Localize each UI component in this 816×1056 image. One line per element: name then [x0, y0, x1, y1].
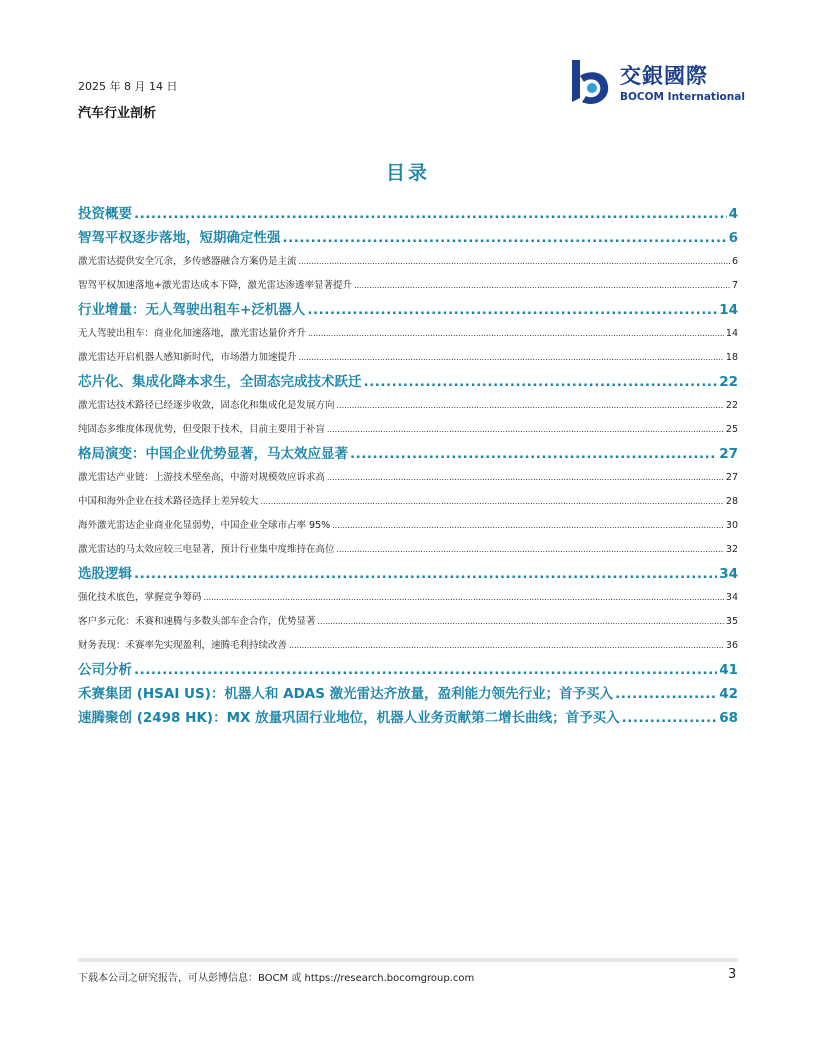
page-number: 3 — [728, 967, 737, 982]
toc-section-entry[interactable] — [78, 634, 738, 658]
toc-section-entry[interactable] — [78, 586, 738, 610]
bocom-logo-icon — [568, 58, 616, 108]
toc-entry-page: 14 — [719, 302, 738, 318]
toc-dot-leader — [354, 274, 730, 298]
toc-section-entry[interactable] — [78, 394, 738, 418]
toc-entry-title: 激光雷达的马太效应较三电显著，预计行业集中度维持在高位 — [78, 544, 335, 555]
toc-entry-page: 14 — [725, 328, 738, 339]
toc-entry-title: 公司分析 — [78, 662, 132, 678]
toc-dot-leader — [615, 682, 717, 706]
table-of-contents — [78, 202, 738, 730]
toc-title: 目录 — [385, 162, 430, 184]
toc-entry-page: 42 — [719, 686, 738, 702]
toc-entry-page: 30 — [725, 520, 738, 531]
toc-chapter-entry[interactable] — [78, 682, 738, 706]
bocom-logo — [568, 58, 743, 108]
toc-dot-leader — [364, 370, 718, 394]
toc-dot-leader — [134, 202, 727, 226]
toc-dot-leader — [350, 442, 717, 466]
toc-dot-leader — [307, 298, 717, 322]
toc-entry-page: 4 — [728, 206, 738, 222]
toc-entry-page: 27 — [725, 472, 738, 483]
toc-entry-title: 芯片化、集成化降本求生，全固态完成技术跃迁 — [78, 374, 362, 390]
toc-chapter-entry[interactable] — [78, 298, 738, 322]
toc-section-entry[interactable] — [78, 274, 738, 298]
toc-section-entry[interactable] — [78, 514, 738, 538]
toc-dot-leader — [261, 490, 724, 514]
toc-entry-title: 投资概要 — [78, 206, 132, 222]
toc-entry-title: 财务表现：禾赛率先实现盈利，速腾毛利持续改善 — [78, 640, 288, 651]
toc-entry-title: 中国和海外企业在技术路径选择上差异较大 — [78, 496, 259, 507]
toc-entry-title: 激光雷达技术路径已经逐步收敛，固态化和集成化是发展方向 — [78, 400, 335, 411]
toc-dot-leader — [318, 610, 724, 634]
toc-entry-title: 格局演变：中国企业优势显著，马太效应显著 — [78, 446, 348, 462]
toc-section-entry[interactable] — [78, 538, 738, 562]
toc-entry-page: 28 — [725, 496, 738, 507]
toc-dot-leader — [299, 346, 724, 370]
toc-entry-title: 激光雷达提供安全冗余，多传感器融合方案仍是主流 — [78, 256, 297, 267]
toc-section-entry[interactable] — [78, 346, 738, 370]
toc-entry-page: 25 — [725, 424, 738, 435]
toc-entry-page: 41 — [719, 662, 738, 678]
toc-section-entry[interactable] — [78, 250, 738, 274]
toc-section-entry[interactable] — [78, 466, 738, 490]
toc-dot-leader — [337, 394, 724, 418]
toc-entry-page: 35 — [725, 616, 738, 627]
toc-entry-title: 纯固态多维度体现优势，但受限于技术，目前主要用于补盲 — [78, 424, 326, 435]
toc-dot-leader — [299, 250, 730, 274]
toc-entry-page: 32 — [725, 544, 738, 555]
footer-download-note: 下载本公司之研究报告，可从彭博信息：BOCM 或 https://research.bocomgroup.com — [78, 973, 475, 984]
toc-chapter-entry[interactable] — [78, 370, 738, 394]
toc-chapter-entry[interactable] — [78, 658, 738, 682]
footer-divider — [78, 958, 738, 962]
toc-entry-page: 7 — [731, 280, 738, 291]
toc-dot-leader — [283, 226, 727, 250]
toc-chapter-entry[interactable] — [78, 562, 738, 586]
toc-dot-leader — [134, 658, 717, 682]
toc-entry-page: 68 — [719, 710, 738, 726]
report-date: 2025 年 8 月 14 日 — [78, 80, 178, 93]
logo-english-text: BOCOM International — [620, 91, 745, 103]
toc-entry-page: 6 — [731, 256, 738, 267]
toc-chapter-entry[interactable] — [78, 226, 738, 250]
toc-dot-leader — [337, 538, 724, 562]
toc-entry-title: 客户多元化：禾赛和速腾与多数头部车企合作，优势显著 — [78, 616, 316, 627]
toc-entry-page: 22 — [719, 374, 738, 390]
toc-entry-page: 27 — [719, 446, 738, 462]
toc-section-entry[interactable] — [78, 322, 738, 346]
toc-entry-title: 强化技术底色，掌握竞争筹码 — [78, 592, 202, 603]
toc-entry-page: 6 — [728, 230, 738, 246]
toc-entry-title: 选股逻辑 — [78, 566, 132, 582]
toc-dot-leader — [134, 562, 717, 586]
toc-entry-title: 激光雷达开启机器人感知新时代，市场潜力加速提升 — [78, 352, 297, 363]
toc-dot-leader — [332, 514, 724, 538]
toc-entry-title: 行业增量：无人驾驶出租车+泛机器人 — [78, 302, 306, 318]
logo-chinese-text: 交銀國際 — [620, 64, 708, 88]
toc-entry-title: 海外激光雷达企业商业化显弱势，中国企业全球市占率 95% — [78, 520, 331, 531]
toc-dot-leader — [327, 418, 724, 442]
toc-dot-leader — [204, 586, 724, 610]
toc-entry-page: 22 — [725, 400, 738, 411]
toc-dot-leader — [289, 634, 724, 658]
toc-entry-title: 智驾平权加速落地+激光雷达成本下降，激光雷达渗透率显著提升 — [78, 280, 352, 291]
toc-entry-page: 34 — [719, 566, 738, 582]
toc-section-entry[interactable] — [78, 610, 738, 634]
toc-chapter-entry[interactable] — [78, 706, 738, 730]
toc-section-entry[interactable] — [78, 418, 738, 442]
toc-entry-title: 激光雷达产业链：上游技术壁垒高，中游对规模效应诉求高 — [78, 472, 326, 483]
toc-entry-title: 无人驾驶出租车：商业化加速落地，激光雷达量价齐升 — [78, 328, 307, 339]
toc-entry-title: 禾赛集团 (HSAI US)：机器人和 ADAS 激光雷达齐放量，盈利能力领先行业；首予买入 — [78, 686, 614, 702]
toc-entry-title: 智驾平权逐步落地，短期确定性强 — [78, 230, 281, 246]
toc-entry-title: 速腾聚创 (2498 HK)：MX 放量巩固行业地位，机器人业务贡献第二增长曲线；首予买入 — [78, 710, 620, 726]
report-header — [78, 78, 177, 121]
toc-section-entry[interactable] — [78, 490, 738, 514]
toc-dot-leader — [308, 322, 724, 346]
toc-chapter-entry[interactable] — [78, 442, 738, 466]
toc-dot-leader — [622, 706, 718, 730]
toc-entry-page: 36 — [725, 640, 738, 651]
toc-dot-leader — [327, 466, 724, 490]
report-section-title: 汽车行业剖析 — [78, 106, 157, 121]
toc-chapter-entry[interactable] — [78, 202, 738, 226]
toc-entry-page: 18 — [725, 352, 738, 363]
toc-entry-page: 34 — [725, 592, 738, 603]
